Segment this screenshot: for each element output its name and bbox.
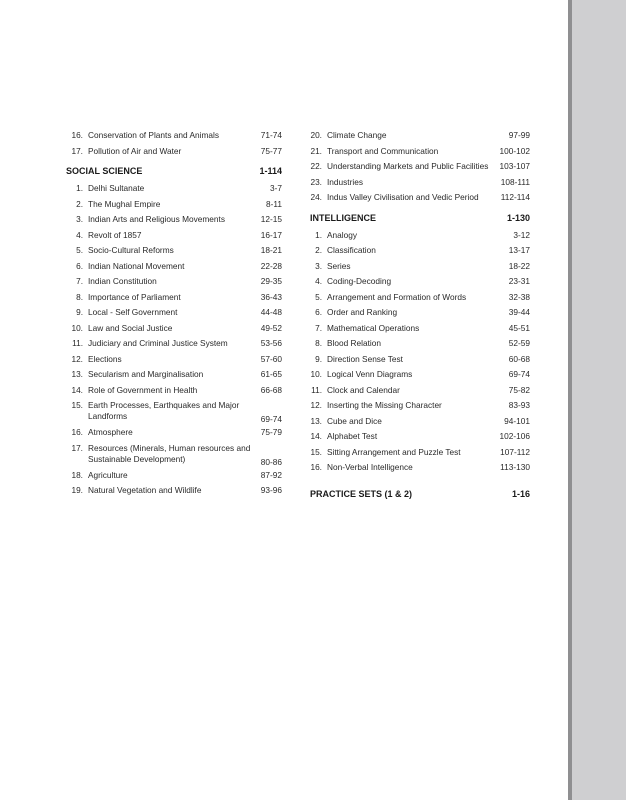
toc-entry[interactable] (310, 369, 530, 385)
entry-number: 9. (315, 353, 322, 364)
entry-title: Indian Arts and Religious Movements (88, 214, 225, 224)
entry-number: 17. (71, 442, 83, 453)
entry-pages: 29-35 (260, 276, 282, 286)
toc-entry[interactable] (66, 400, 282, 427)
entry-pages: 61-65 (260, 369, 282, 379)
entry-number: 4. (76, 229, 83, 240)
entry-number: 7. (315, 322, 322, 333)
entry-pages: 83-93 (508, 400, 530, 410)
entry-title: Clock and Calendar (327, 384, 400, 395)
toc-entry[interactable] (310, 354, 530, 370)
toc-entry[interactable] (310, 146, 530, 162)
toc-entry[interactable] (310, 230, 530, 246)
entry-number: 8. (76, 291, 83, 302)
toc-entry[interactable] (66, 292, 282, 308)
entry-title: Role of Government in Health (88, 384, 198, 395)
section-pages: 1-114 (259, 166, 282, 176)
entry-title: Revolt of 1857 (88, 229, 142, 240)
entry-number: 5. (76, 245, 83, 255)
entry-pages: 80-86 (260, 456, 282, 467)
entry-title: Importance of Parliament (88, 291, 181, 302)
entry-pages: 49-52 (260, 322, 282, 333)
entry-pages: 69-74 (508, 369, 530, 379)
entry-title: Logical Venn Diagrams (327, 369, 413, 379)
entry-title: Socio-Cultural Reforms (88, 245, 174, 255)
entry-pages: 113-130 (500, 462, 530, 472)
entry-title: Law and Social Justice (88, 322, 173, 333)
entry-pages: 97-99 (508, 130, 530, 140)
entry-title: Coding-Decoding (327, 276, 392, 286)
entry-pages: 100-102 (499, 145, 530, 156)
entry-number: 2. (76, 198, 83, 209)
toc-entry[interactable] (66, 230, 282, 246)
entry-pages: 87-92 (260, 469, 282, 480)
entry-number: 19. (71, 485, 83, 495)
entry-number: 6. (76, 260, 83, 271)
entry-title: Elections (88, 353, 122, 364)
entry-pages: 52-59 (508, 338, 530, 348)
toc-entry[interactable] (310, 338, 530, 354)
toc-entry[interactable] (310, 416, 530, 432)
toc-left-column (66, 130, 282, 501)
entry-number: 17. (71, 145, 83, 156)
entry-pages: 12-15 (260, 214, 282, 224)
toc-entry[interactable] (310, 245, 530, 261)
entry-number: 20. (310, 130, 322, 140)
entry-title: Understanding Markets and Public Facilities (327, 161, 489, 171)
entry-number: 10. (71, 322, 83, 333)
toc-entry[interactable] (310, 192, 530, 208)
toc-entry[interactable] (66, 323, 282, 339)
toc-entry[interactable] (66, 427, 282, 443)
entry-pages: 69-74 (260, 414, 282, 424)
entry-title: Blood Relation (327, 338, 381, 348)
section-heading-intelligence (310, 208, 530, 230)
entry-title: Secularism and Marginalisation (88, 369, 204, 379)
entry-title: Agriculture (88, 469, 128, 480)
entry-title: Atmosphere (88, 427, 133, 437)
entry-number: 13. (310, 415, 322, 426)
entry-number: 15. (310, 446, 322, 457)
section-heading-social-science (66, 161, 282, 183)
entry-title: Pollution of Air and Water (88, 145, 182, 156)
toc-entry[interactable] (310, 130, 530, 146)
toc-entry[interactable] (66, 485, 282, 501)
entry-number: 16. (71, 427, 83, 437)
entry-title: Industries (327, 176, 363, 187)
entry-pages: 107-112 (500, 446, 530, 457)
entry-number: 15. (71, 400, 83, 410)
entry-pages: 32-38 (508, 291, 530, 302)
entry-pages: 8-11 (266, 198, 282, 209)
entry-number: 16. (71, 130, 83, 140)
entry-title: Local - Self Government (88, 307, 178, 317)
entry-pages: 60-68 (508, 353, 530, 364)
entry-title: Transport and Communication (327, 145, 439, 156)
section-title: PRACTICE SETS (1 & 2) (310, 488, 413, 499)
entry-number: 6. (315, 307, 322, 317)
page-edge-bar (568, 0, 626, 800)
entry-title: Series (327, 260, 351, 271)
entry-pages: 108-111 (500, 176, 530, 187)
entry-number: 9. (76, 307, 83, 317)
entry-number: 1. (76, 183, 83, 193)
entry-number: 11. (311, 384, 322, 395)
entry-number: 22. (310, 161, 322, 171)
toc-entry[interactable] (310, 400, 530, 416)
entry-number: 7. (76, 276, 83, 286)
entry-title: Classification (327, 245, 376, 255)
toc-entry[interactable] (310, 447, 530, 463)
toc-entry[interactable] (66, 307, 282, 323)
entry-pages: 22-28 (260, 260, 282, 271)
entry-pages: 23-31 (508, 276, 530, 286)
entry-number: 23. (310, 176, 322, 187)
entry-number: 11. (72, 338, 83, 348)
toc-entry[interactable] (310, 307, 530, 323)
entry-number: 21. (310, 145, 322, 156)
section-heading-practice-sets (310, 484, 530, 506)
toc-entry[interactable] (66, 245, 282, 261)
section-title: SOCIAL SCIENCE (66, 166, 143, 176)
entry-title: Mathematical Operations (327, 322, 420, 333)
entry-pages: 93-96 (260, 485, 282, 495)
entry-pages: 112-114 (500, 192, 530, 202)
entry-pages: 13-17 (508, 245, 530, 255)
entry-title: Judiciary and Criminal Justice System (88, 338, 228, 348)
entry-title: Arrangement and Formation of Words (327, 291, 467, 302)
entry-pages: 75-79 (260, 427, 282, 437)
entry-title: Natural Vegetation and Wildlife (88, 485, 202, 495)
toc-entry[interactable] (310, 261, 530, 277)
toc-entry[interactable] (310, 177, 530, 193)
toc-entry[interactable] (310, 431, 530, 447)
toc-entry[interactable] (66, 443, 282, 470)
toc-entry[interactable] (66, 338, 282, 354)
entry-pages: 94-101 (504, 415, 530, 426)
entry-title: Earth Processes, Earthquakes and Major Landforms (88, 400, 240, 421)
entry-number: 16. (310, 462, 322, 472)
entry-number: 14. (310, 431, 322, 441)
entry-pages: 45-51 (508, 322, 530, 333)
entry-number: 10. (310, 369, 322, 379)
toc-entry[interactable] (66, 183, 282, 199)
entry-pages: 57-60 (260, 353, 282, 364)
entry-number: 3. (315, 260, 322, 271)
entry-pages: 36-43 (260, 291, 282, 302)
toc-entry[interactable] (66, 199, 282, 215)
toc-entry[interactable] (66, 146, 282, 162)
entry-pages: 3-7 (270, 183, 282, 193)
entry-pages: 66-68 (260, 384, 282, 395)
toc-entry[interactable] (66, 214, 282, 230)
entry-number: 2. (315, 245, 322, 255)
section-pages: 1-130 (506, 212, 530, 223)
entry-title: Inserting the Missing Character (327, 400, 442, 410)
toc-entry[interactable] (66, 130, 282, 146)
entry-number: 5. (315, 291, 322, 302)
section-title: INTELLIGENCE (310, 212, 377, 223)
entry-title: Direction Sense Test (327, 353, 403, 364)
toc-entry[interactable] (66, 261, 282, 277)
toc-right-column (310, 130, 530, 506)
entry-title: The Mughal Empire (88, 198, 161, 209)
entry-number: 14. (71, 384, 83, 395)
entry-pages: 39-44 (508, 307, 530, 317)
entry-title: Analogy (327, 229, 357, 240)
entry-pages: 53-56 (260, 338, 282, 348)
entry-number: 12. (71, 353, 83, 364)
entry-title: Non-Verbal Intelligence (327, 462, 413, 472)
entry-title: Order and Ranking (327, 307, 398, 317)
toc-entry[interactable] (310, 292, 530, 308)
toc-entry[interactable] (66, 470, 282, 486)
section-pages: 1-16 (511, 488, 530, 499)
toc-entry[interactable] (310, 276, 530, 292)
entry-pages: 18-21 (260, 245, 282, 255)
entry-title: Indus Valley Civilisation and Vedic Period (327, 192, 479, 202)
entry-pages: 71-74 (260, 130, 282, 140)
entry-title: Resources (Minerals, Human resources and Sustainable Development) (88, 442, 251, 464)
entry-pages: 102-106 (499, 431, 530, 441)
entry-title: Climate Change (327, 130, 387, 140)
entry-title: Indian Constitution (88, 276, 157, 286)
entry-title: Alphabet Test (327, 431, 378, 441)
toc-entry[interactable] (66, 369, 282, 385)
toc-entry[interactable] (66, 354, 282, 370)
entry-pages: 3-12 (513, 229, 530, 240)
entry-number: 12. (310, 400, 322, 410)
entry-pages: 44-48 (260, 307, 282, 317)
entry-number: 13. (71, 369, 83, 379)
toc-entry[interactable] (310, 161, 530, 177)
entry-pages: 16-17 (260, 229, 282, 240)
toc-entry[interactable] (310, 323, 530, 339)
entry-title: Conservation of Plants and Animals (88, 130, 219, 140)
toc-entry[interactable] (310, 462, 530, 478)
entry-number: 18. (71, 469, 83, 480)
entry-number: 24. (310, 192, 322, 202)
entry-pages: 103-107 (499, 161, 530, 171)
entry-title: Sitting Arrangement and Puzzle Test (327, 446, 461, 457)
entry-pages: 75-82 (508, 384, 530, 395)
entry-number: 1. (315, 229, 322, 240)
entry-title: Cube and Dice (327, 415, 382, 426)
entry-number: 4. (315, 276, 322, 286)
toc-entry[interactable] (66, 276, 282, 292)
entry-pages: 75-77 (260, 145, 282, 156)
entry-number: 8. (315, 338, 322, 348)
toc-entry[interactable] (310, 385, 530, 401)
entry-title: Delhi Sultanate (88, 183, 145, 193)
entry-number: 3. (76, 214, 83, 224)
toc-entry[interactable] (66, 385, 282, 401)
entry-title: Indian National Movement (88, 260, 185, 271)
entry-pages: 18-22 (508, 260, 530, 271)
